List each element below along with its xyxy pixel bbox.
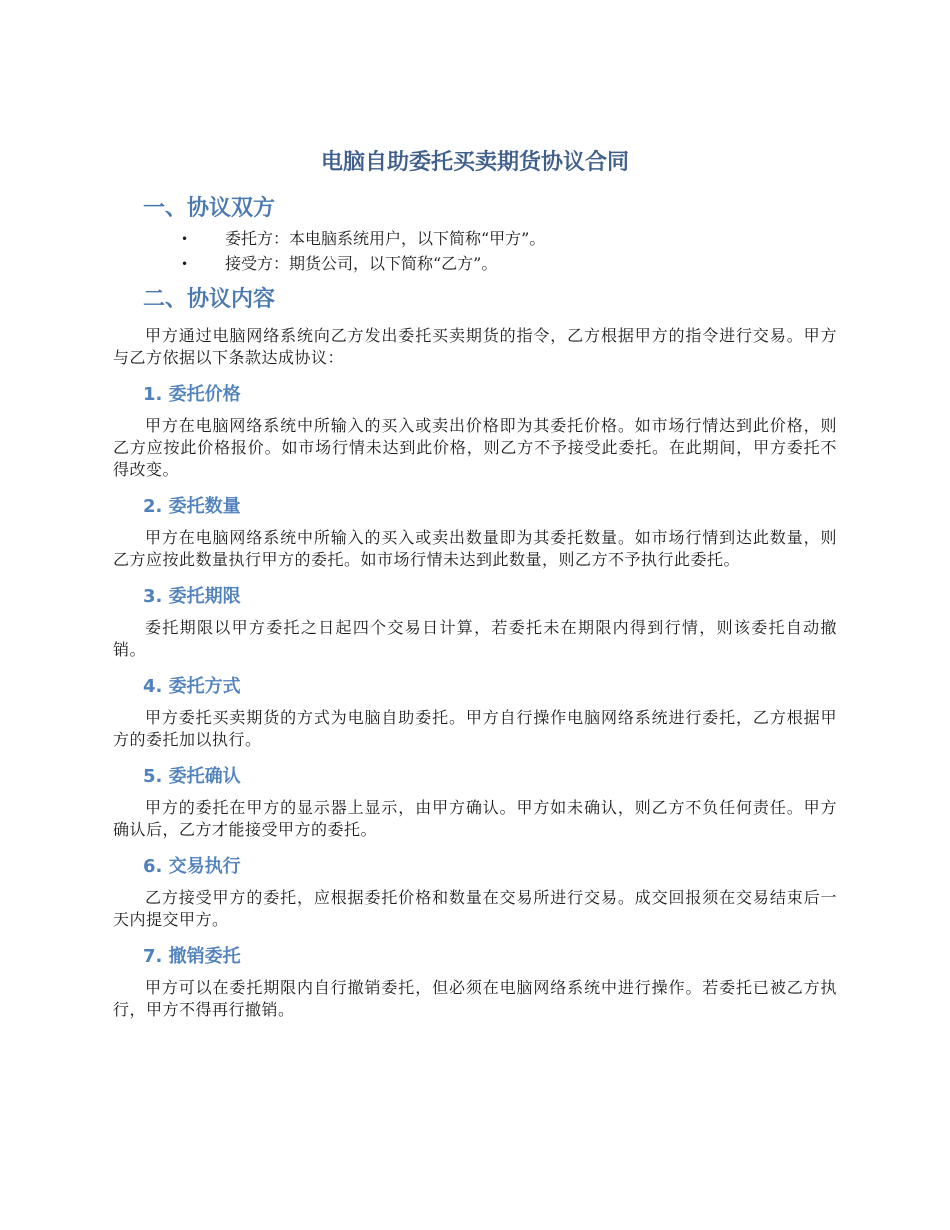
bullet-icon: •: [181, 232, 189, 246]
clause: [113, 381, 837, 481]
clause: [113, 673, 837, 751]
document-page: [113, 146, 837, 1021]
clause-heading: 6. 交易执行: [143, 856, 241, 877]
clause-text: 委托期限以甲方委托之日起四个交易日计算，若委托未在期限内得到行情，则该委托自动撤销。: [113, 618, 837, 659]
clause-text: 甲方委托买卖期货的方式为电脑自助委托。甲方自行操作电脑网络系统进行委托，乙方根据甲方的委托加以执行。: [113, 708, 837, 749]
clause-text: 甲方在电脑网络系统中所输入的买入或卖出价格即为其委托价格。如市场行情达到此价格，则乙方应按此价格报价。如市场行情未达到此价格，则乙方不予接受此委托。在此期间，甲方委托不得改变。: [113, 416, 837, 479]
clause-heading: 4. 委托方式: [143, 676, 241, 697]
clause-text: 乙方接受甲方的委托，应根据委托价格和数量在交易所进行交易。成交回报须在交易结束后一天内提交甲方。: [113, 888, 837, 929]
section-heading-parties: 一、协议双方: [143, 196, 276, 221]
party-text: 委托方：本电脑系统用户，以下简称“甲方”。: [225, 229, 546, 248]
clause: [113, 763, 837, 841]
clause-heading: 1. 委托价格: [143, 384, 241, 405]
clause-text: 甲方在电脑网络系统中所输入的买入或卖出数量即为其委托数量。如市场行情到达此数量，则乙方应按此数量执行甲方的委托。如市场行情未达到此数量，则乙方不予执行此委托。: [113, 528, 837, 569]
section-heading-content: 二、协议内容: [143, 287, 276, 312]
clause: [113, 943, 837, 1021]
clause-text: 甲方可以在委托期限内自行撤销委托，但必须在电脑网络系统中进行操作。若委托已被乙方执行，甲方不得再行撤销。: [113, 978, 837, 1019]
clause-heading: 2. 委托数量: [143, 496, 241, 517]
list-item: [113, 228, 837, 250]
parties-list: [113, 228, 837, 275]
clause: [113, 853, 837, 931]
clause-heading: 5. 委托确认: [143, 766, 241, 787]
document-title: 电脑自助委托买卖期货协议合同: [320, 150, 629, 175]
list-item: [113, 253, 837, 275]
clause-heading: 7. 撤销委托: [143, 946, 241, 967]
party-text: 接受方：期货公司，以下简称“乙方”。: [225, 254, 498, 273]
clause-heading: 3. 委托期限: [143, 586, 241, 607]
clause: [113, 583, 837, 661]
bullet-icon: •: [181, 257, 189, 271]
clause-text: 甲方的委托在甲方的显示器上显示，由甲方确认。甲方如未确认，则乙方不负任何责任。甲方确认后，乙方才能接受甲方的委托。: [113, 798, 837, 839]
intro-paragraph: 甲方通过电脑网络系统向乙方发出委托买卖期货的指令，乙方根据甲方的指令进行交易。甲方与乙方依据以下条款达成协议：: [113, 326, 837, 367]
clause: [113, 493, 837, 571]
